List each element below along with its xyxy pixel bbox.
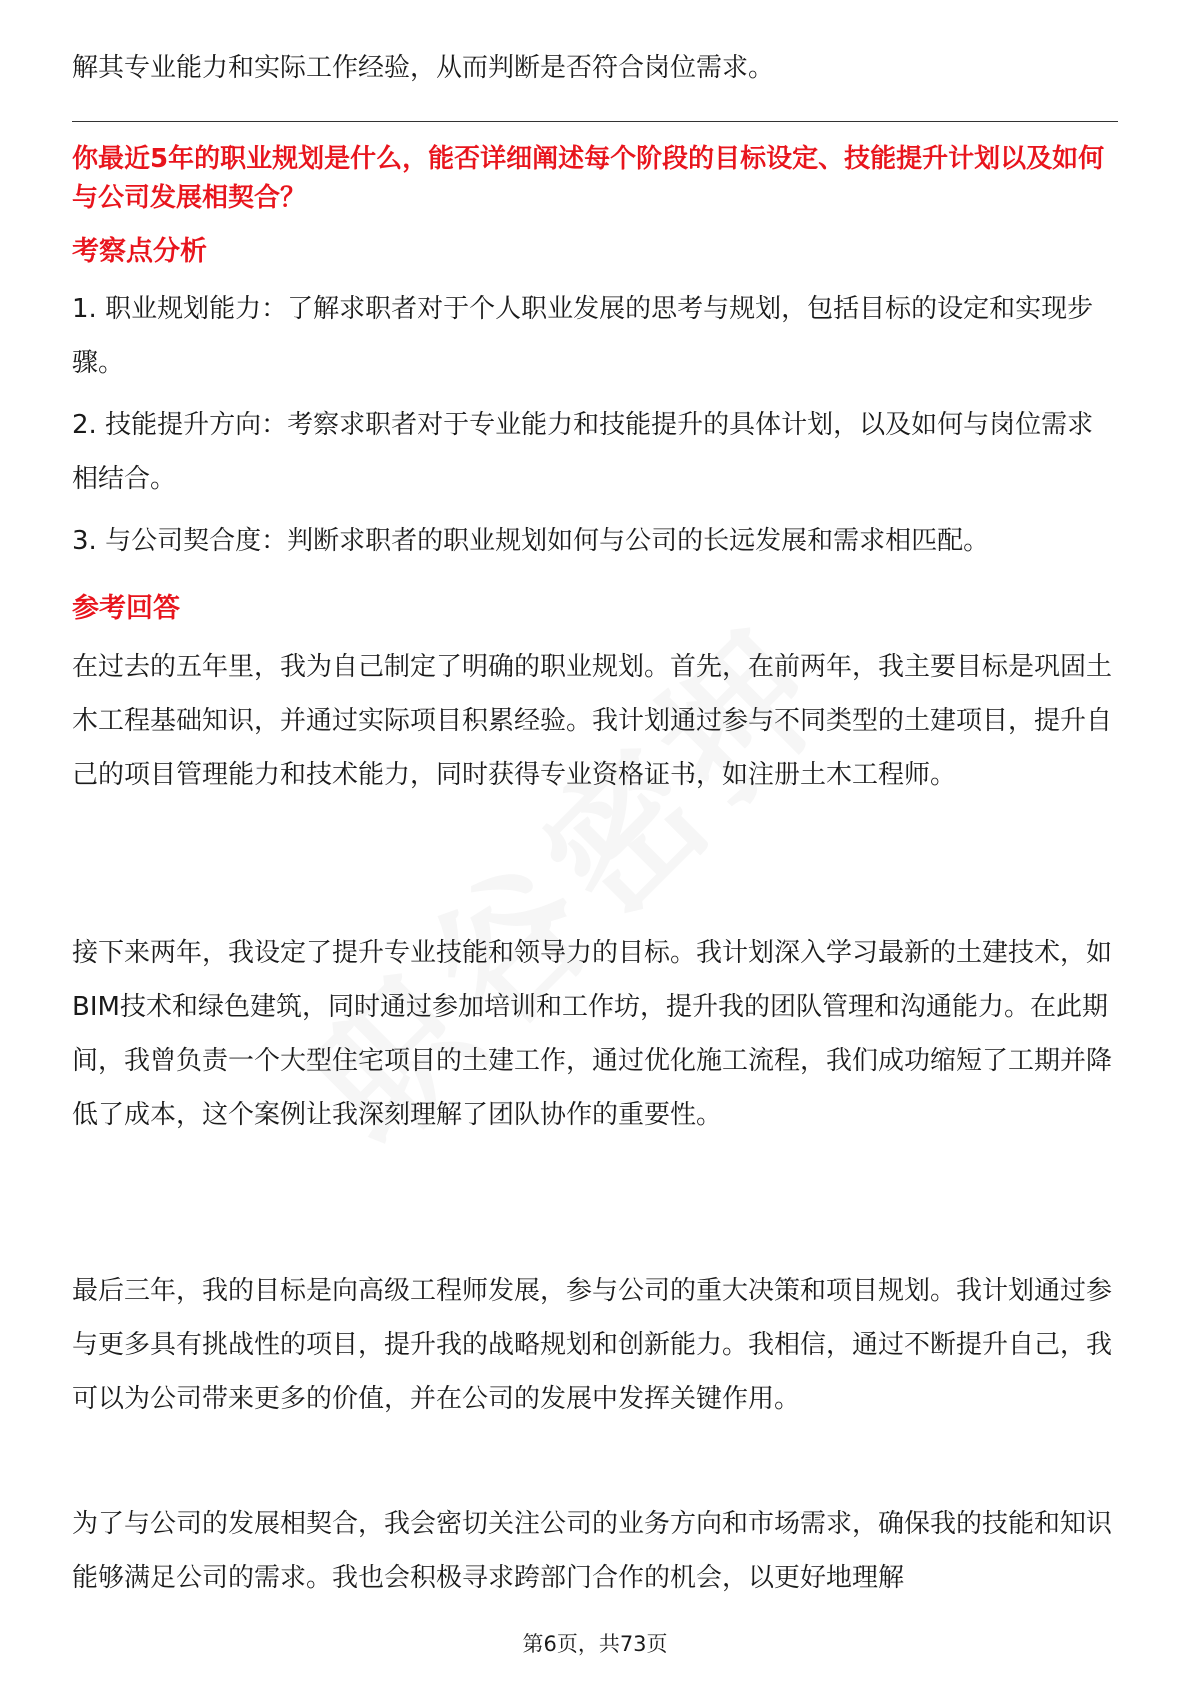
answer-paragraph: 在过去的五年里，我为自己制定了明确的职业规划。首先，在前两年，我主要目标是巩固土木工程基础知识，并通过实际项目积累经验。我计划通过参与不同类型的土建项目，提升自己的项目管理能力和技术能力，同时获得专业资格证书，如注册土木工程师。 — [72, 652, 1113, 790]
analysis-heading: 考察点分析 — [72, 236, 207, 267]
analysis-item: 1. 职业规划能力：了解求职者对于个人职业发展的思考与规划，包括目标的设定和实现步骤。 — [72, 294, 1094, 378]
interview-question: 你最近5年的职业规划是什么，能否详细阐述每个阶段的目标设定、技能提升计划以及如何与公司发展相契合？ — [72, 144, 1105, 213]
answer-heading: 参考回答 — [72, 593, 180, 624]
answer-paragraph: 接下来两年，我设定了提升专业技能和领导力的目标。我计划深入学习最新的土建技术，如BIM技术和绿色建筑，同时通过参加培训和工作坊，提升我的团队管理和沟通能力。在此期间，我曾负责一个大型住宅项目的土建工作，通过优化施工流程，我们成功缩短了工期并降低了成本，这个案例让我深刻理解了团队协作的重要性。 — [72, 938, 1113, 1130]
answer-paragraph: 最后三年，我的目标是向高级工程师发展，参与公司的重大决策和项目规划。我计划通过参与更多具有挑战性的项目，提升我的战略规划和创新能力。我相信，通过不断提升自己，我可以为公司带来更多的价值，并在公司的发展中发挥关键作用。 — [72, 1276, 1113, 1414]
carry-over-text: 解其专业能力和实际工作经验，从而判断是否符合岗位需求。 — [72, 53, 775, 83]
page-number-footer: 第6页，共73页 — [522, 1632, 668, 1656]
answer-paragraph: 为了与公司的发展相契合，我会密切关注公司的业务方向和市场需求，确保我的技能和知识能够满足公司的需求。我也会积极寻求跨部门合作的机会，以更好地理解 — [72, 1509, 1113, 1593]
section-divider — [72, 121, 1118, 122]
analysis-item: 3. 与公司契合度：判断求职者的职业规划如何与公司的长远发展和需求相匹配。 — [72, 526, 990, 556]
analysis-item: 2. 技能提升方向：考察求职者对于专业能力和技能提升的具体计划，以及如何与岗位需求相结合。 — [72, 410, 1094, 494]
